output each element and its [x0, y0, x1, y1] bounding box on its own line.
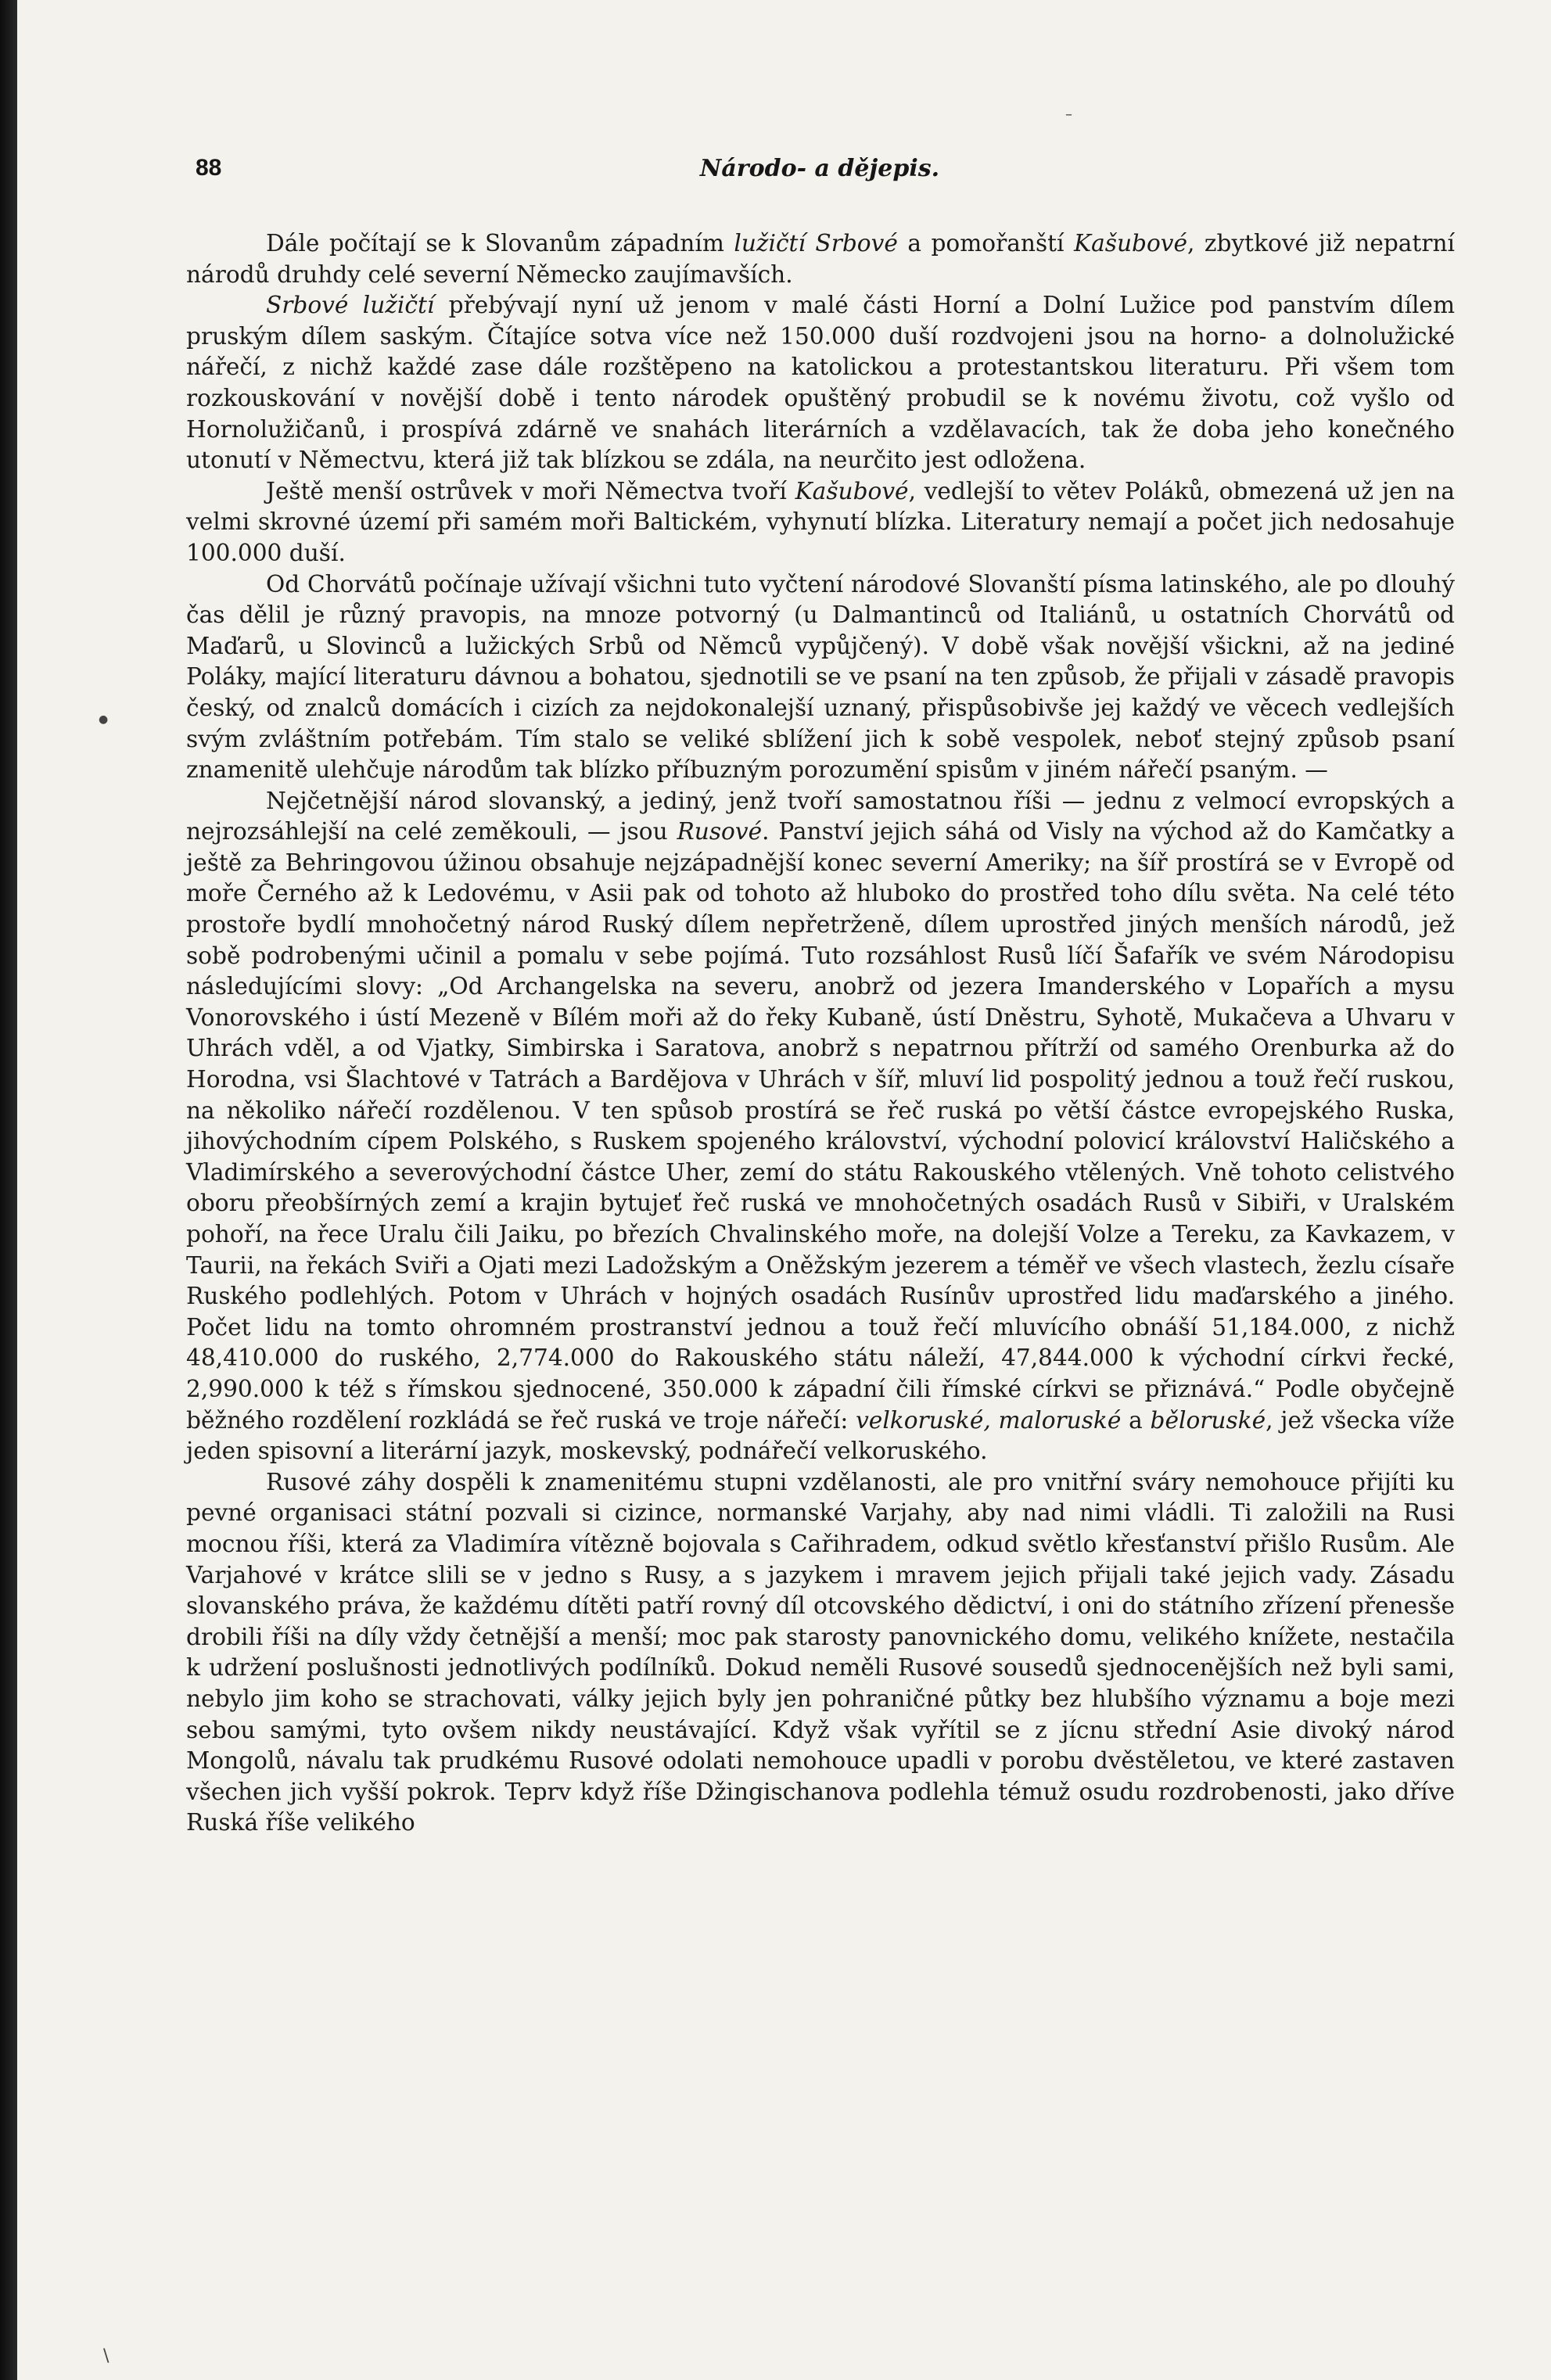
page-header [186, 155, 1453, 189]
specks: ● [99, 713, 109, 726]
italic-run: Kašubové [1074, 230, 1188, 257]
text-run: a [1121, 1406, 1151, 1434]
scan-border [0, 0, 17, 2380]
text-run: Od Chorvátů počínaje užívají všichni tuto vyčtení národové Slovanští písma latinského, ale po dlouhý čas dělil je různý pravopis, na mnoze potvorný (u Dalmantinců od Italiánů, u ostatních Chorvátů od Maďarů, u Slovinců a lužických Srbů od Němců vypůjčený). V době však novější všickni, až na jediné Poláky, mající literaturu dávnou a bohatou, sjednotili se ve psaní na ten způsob, že přijali v zásadě pravopis český, od znalců domácích i cizích za nejdokonalejší uznaný, přispůsobivše jej každý ve věcech vedlejších svým zvláštním potřebám. Tím stalo se veliké sblížení jich k sobě vespolek, neboť stejný způsob psaní znamenitě ulehčuje národům tak blízko příbuzným porozumění spisům v jiném nářečí psaným. — [186, 570, 1455, 784]
text-run: , vedlejší to větev Poláků, obmezená už jen na velmi skrovné území při samém moři Baltickém, vyhynutí blízka. Literatury nemají a počet jich nedosahuje 100.000 duší. [186, 477, 1456, 566]
text-run: Ještě menší ostrůvek v moři Němectva tvoří [266, 477, 795, 504]
paragraph [186, 476, 1455, 569]
text-run: . Panství jejich sáhá od Visly na východ až do Kamčatky a ještě za Behringovou úžinou obsahuje nejzápadnější konec severní Ameriky; na šíř prostírá se v Evropě od moře Černého až k Ledovému, v Asii pak od tohoto až hluboko do prostřed toho dílu světa. Na celé této prostoře bydlí mnohočetný národ Ruský dílem nepřetrženě, dílem uprostřed jiných menších národů, jež sobě podrobenými učinil a pomalu v sebe pojímá. Tuto rozsáhlost Rusů líčí Šafařík ve svém Národopisu následujícími slovy: „Od Archangelska na severu, anobrž od jezera Imanderského v Lopařích a mysu Vonorovského i ústí Mezeně v Bílém moři až do řeky Kubaně, ústí Dněstru, Syhotě, Mukačeva a Uhvaru v Uhrách vděl, a od Vjatky, Simbirska i Saratova, anobrž s nepatrnou přítrží od samého Orenburka až do Horodna, vsi Šlachtové v Tatrách a Bardějova v Uhrách v šíř, mluví lid pospolitý jednou a touž řečí ruskou, na několiko nářečí rozdělenou. V ten spůsob prostírá se řeč ruská po větší částce evropejského Ruska, jihovýchodním cípem Polského, s Ruskem spojeného království, východní polovicí království Haličského a Vladimírského a severovýchodní částce Uher, zemí do státu Rakouského vtělených. Vně tohoto celistvého oboru přeobšírných zemí a krajin bytujeť řeč ruská ve mnohočetných osadách Rusů v Sibiři, v Uralském pohoří, na řece Uralu čili Jaiku, po březích Chvalinského moře, na dolejší Volze a Tereku, za Kavkazem, v Taurii, na řekách Sviři a Ojati mezi Ladožským a Oněžským jezerem a téměř ve všech vlastech, žezlu císaře Ruského podlehlých. Potom v Uhrách v hojných osadách Rusínův uprostřed lidu maďarského a jiného. Počet lidu na tomto ohromném prostranství jednou a touž řečí mluvícího obnáší 51,184.000, z nichž 48,410.000 do ruského, 2,774.000 do Rakouského státu náleží, 47,844.000 k východní církvi řecké, 2,990.000 k též s římskou sjednocené, 350.000 k západní čili římské církvi se přiznává.“ Podle obyčejně běžného rozdělení rozkládá se řeč ruská ve troje nářečí: [186, 818, 1455, 1434]
body-text [186, 228, 1455, 1839]
italic-run: velkoruské, maloruské [856, 1406, 1122, 1434]
italic-run: lužičtí Srbové [734, 230, 898, 257]
italic-run: běloruské [1150, 1406, 1266, 1434]
page-number: 88 [196, 155, 222, 181]
text-run: , jež všecka víže jeden spisovní a literární jazyk, moskevský, podnářečí velkoruského. [186, 1406, 1455, 1465]
text-run: Dále počítají se k Slovanům západním [266, 230, 734, 257]
italic-run: Rusové [677, 818, 763, 845]
italic-run: Kašubové [795, 477, 909, 504]
specks: – [1065, 106, 1072, 123]
specks: \ [103, 2346, 110, 2366]
paragraph [186, 569, 1455, 786]
text-run: , zbytkové již nepatrní národů druhdy celé severní Německo zaujímavších. [186, 230, 1455, 288]
text-run: a pomořanští [897, 230, 1075, 257]
paragraph [186, 1467, 1455, 1839]
running-head: Národo- a dějepis. [699, 155, 940, 182]
italic-run: Srbové lužičtí [266, 292, 435, 319]
text-run: Nejčetnější národ slovanský, a jediný, jenž tvoří samostatnou říši — jednu z velmocí evropských a nejrozsáhlejší na celé zeměkouli, — jsou [186, 787, 1455, 845]
paragraph [186, 786, 1455, 1467]
text-run: Rusové záhy dospěli k znamenitému stupni vzdělanosti, ale pro vnitřní sváry nemohouce přijíti ku pevné organisaci státní pozvali si cizince, normanské Varjahy, aby nad nimi vládli. Ti založili na Rusi mocnou říši, která za Vladimíra vítězně bojovala s Cařihradem, odkud světlo křesťanství přišlo Rusům. Ale Varjahové v krátce slili se v jedno s Rusy, a s jazykem i mravem jejich přijali také jejich vady. Zásadu slovanského práva, že každému dítěti patří rovný díl otcovského dědictví, i oni do státního zřízení přenesše drobili říši na díly vždy četnější a menší; moc pak starosty panovnického domu, velikého knížete, nestačila k udržení poslušnosti jednotlivých podílníků. Dokud neměli Rusové sousedů sjednocenějších než byli sami, nebylo jim koho se strachovati, války jejich byly jen pohraničné půtky bez hlubšího významu a boje mezi sebou samými, tyto ovšem nikdy neustávající. Když však vyřítil se z jícnu střední Asie divoký národ Mongolů, návalu tak prudkému Rusové odolati nemohouce upadli v porobu dvěstěletou, ve které zastaven všechen jich vyšší pokrok. Teprv když říše Džingischanova podlehla témuž osudu rozdrobenosti, jako dříve Ruská říše velikého [186, 1468, 1455, 1836]
paragraph [186, 228, 1455, 290]
paragraph [186, 290, 1455, 476]
text-run: přebývají nyní už jenom v malé části Horní a Dolní Lužice pod panstvím dílem pruským dílem saským. Čítajíce sotva více než 150.000 duší rozdvojeni jsou na horno- a dolnolužické nářečí, z nichž každé zase dále rozštěpeno na katolickou a protestantskou literaturu. Při všem tom rozkouskování v novější době i tento národek opuštěný probudil se k novému životu, což vyšlo od Hornolužičanů, i prospívá zdárně ve snahách literárních a vzdělavacích, tak že doba jeho konečného utonutí v Němectvu, která již tak blízkou se zdála, na neurčito jest odložena. [186, 292, 1456, 474]
